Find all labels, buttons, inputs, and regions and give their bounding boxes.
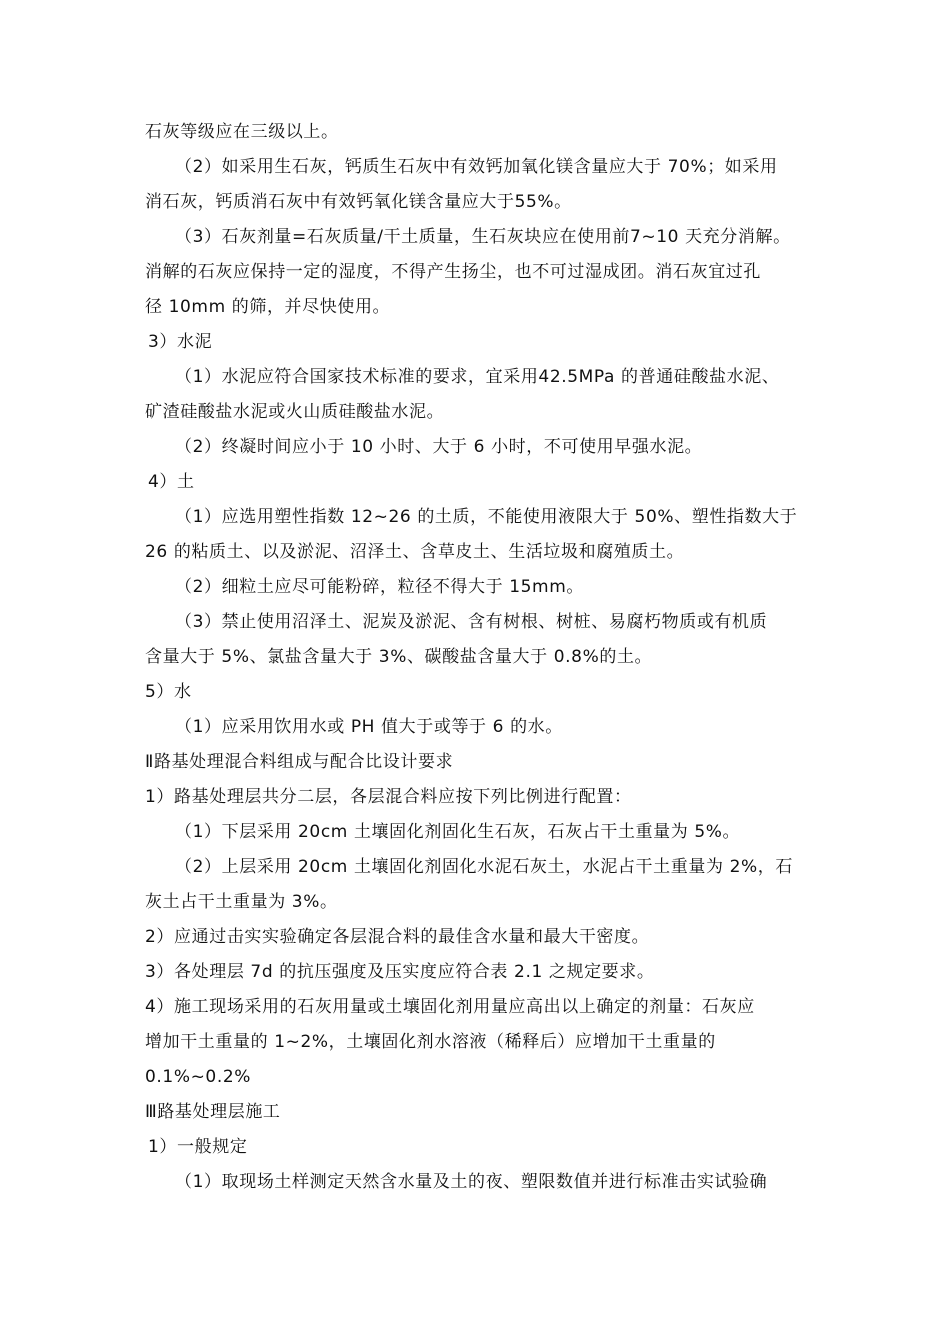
text-line: 消石灰，钙质消石灰中有效钙氧化镁含量应大于55%。: [145, 192, 572, 212]
text-line: 3）各处理层 7d 的抗压强度及压实度应符合表 2.1 之规定要求。: [145, 962, 655, 982]
text-line: （3）石灰剂量=石灰质量/干土质量，生石灰块应在使用前7~10 天充分消解。: [175, 227, 791, 247]
text-line: （2）如采用生石灰，钙质生石灰中有效钙加氧化镁含量应大于 70%；如采用: [175, 157, 778, 177]
text-line: （1）应采用饮用水或 PH 值大于或等于 6 的水。: [175, 717, 563, 737]
text-line: 含量大于 5%、氯盐含量大于 3%、碳酸盐含量大于 0.8%的土。: [145, 647, 653, 667]
text-line: 1）路基处理层共分二层，各层混合料应按下列比例进行配置：: [145, 787, 632, 807]
section-heading: 1）一般规定: [148, 1137, 248, 1157]
text-line: 石灰等级应在三级以上。: [145, 122, 339, 142]
text-line: （2）终凝时间应小于 10 小时、大于 6 小时，不可使用早强水泥。: [175, 437, 703, 457]
text-line: （1）应选用塑性指数 12~26 的土质，不能使用液限大于 50%、塑性指数大于: [175, 507, 798, 527]
text-line: 26 的粘质土、以及淤泥、沼泽土、含草皮土、生活垃圾和腐殖质土。: [145, 542, 685, 562]
text-line: （1）水泥应符合国家技术标准的要求，宜采用42.5MPa 的普通硅酸盐水泥、: [175, 367, 780, 387]
text-line: （1）取现场土样测定天然含水量及土的夜、塑限数值并进行标准击实试验确: [175, 1172, 768, 1192]
text-line: 灰土占干土重量为 3%。: [145, 892, 338, 912]
section-title: Ⅲ路基处理层施工: [145, 1102, 281, 1122]
text-line: 2）应通过击实实验确定各层混合料的最佳含水量和最大干密度。: [145, 927, 650, 947]
text-line: （3）禁止使用沼泽土、泥炭及淤泥、含有树根、树桩、易腐朽物质或有机质: [175, 612, 768, 632]
text-line: （2）上层采用 20cm 土壤固化剂固化水泥石灰土，水泥占干土重量为 2%，石: [175, 857, 793, 877]
text-line: （1）下层采用 20cm 土壤固化剂固化生石灰，石灰占干土重量为 5%。: [175, 822, 741, 842]
text-line: 消解的石灰应保持一定的湿度，不得产生扬尘，也不可过湿成团。消石灰宜过孔: [145, 262, 761, 282]
text-line: 0.1%~0.2%: [145, 1067, 252, 1087]
text-line: 径 10mm 的筛，并尽快使用。: [145, 297, 391, 317]
text-line: （2）细粒土应尽可能粉碎，粒径不得大于 15mm。: [175, 577, 584, 597]
section-heading: 4）土: [148, 472, 195, 492]
section-heading: 3）水泥: [148, 332, 213, 352]
section-title: Ⅱ路基处理混合料组成与配合比设计要求: [145, 752, 454, 772]
text-line: 增加干土重量的 1~2%，土壤固化剂水溶液（稀释后）应增加干土重量的: [145, 1032, 716, 1052]
text-line: 矿渣硅酸盐水泥或火山质硅酸盐水泥。: [145, 402, 445, 422]
text-line: 4）施工现场采用的石灰用量或土壤固化剂用量应高出以上确定的剂量：石灰应: [145, 997, 755, 1017]
section-heading: 5）水: [145, 682, 192, 702]
